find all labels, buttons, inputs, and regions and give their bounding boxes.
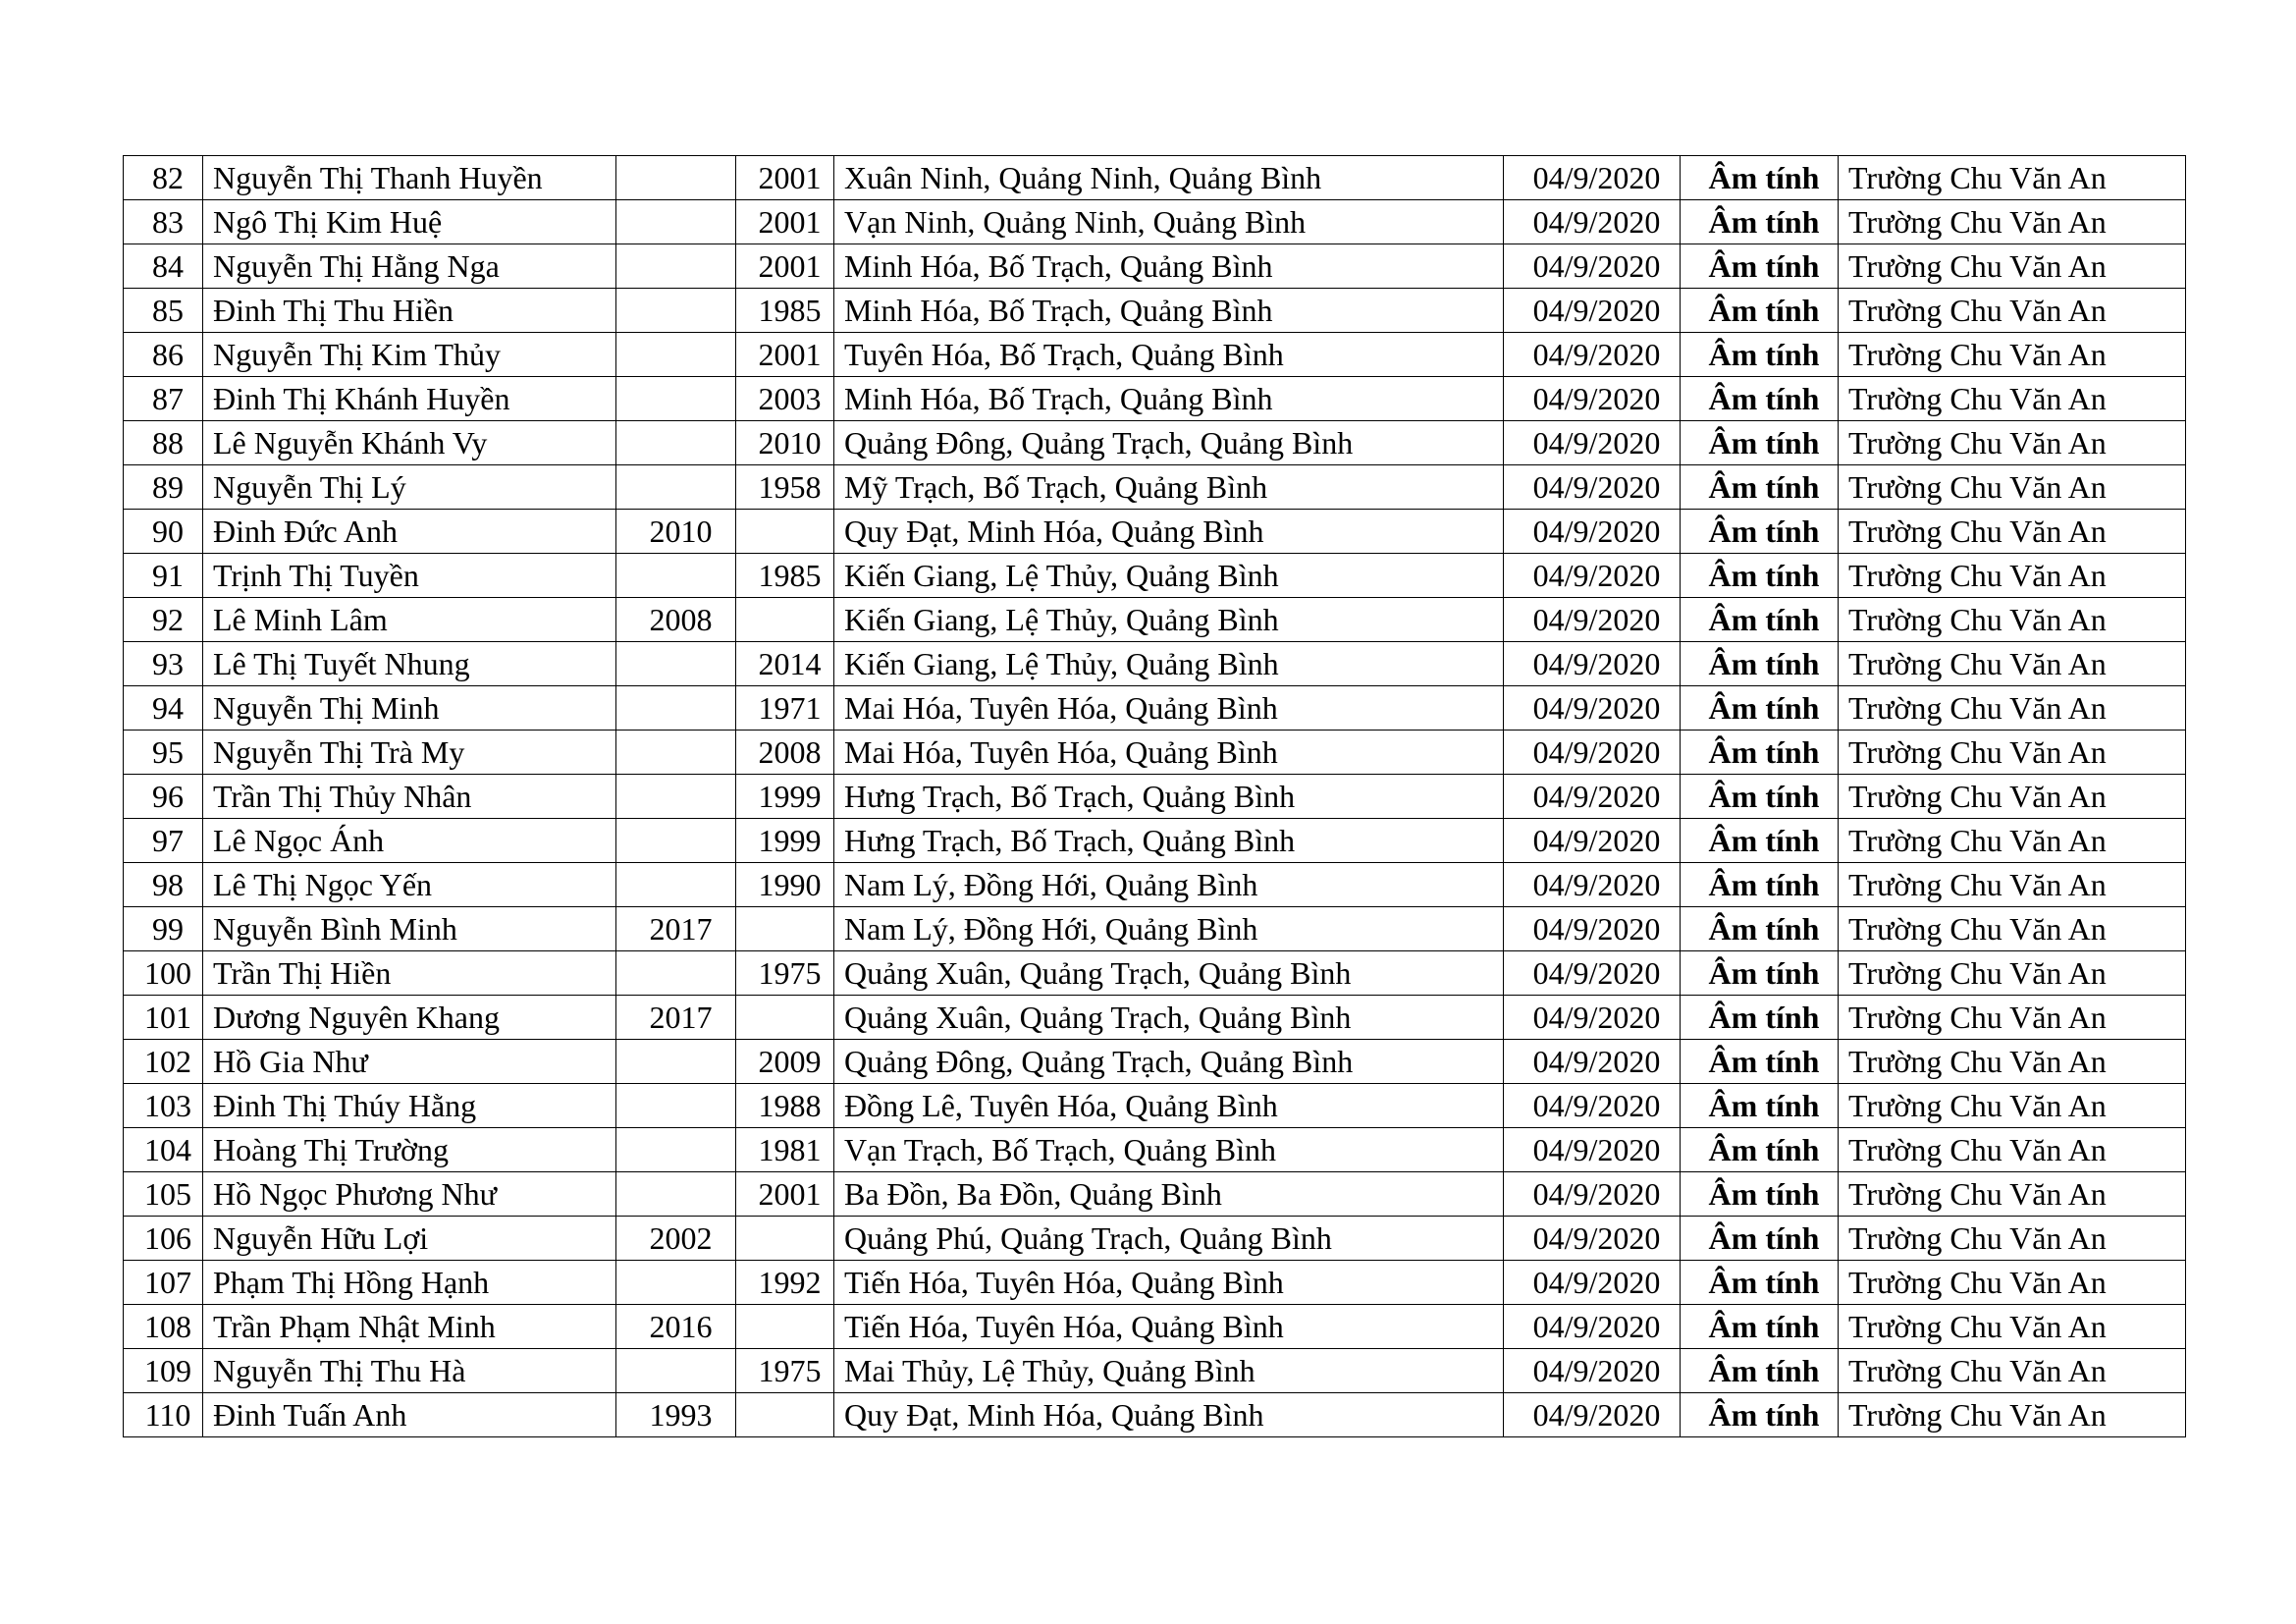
row-number-cell: 88: [124, 421, 203, 465]
table-row: [124, 1305, 2186, 1349]
test-location-cell: Trường Chu Văn An: [1839, 200, 2186, 244]
birth-year-male-cell: [616, 731, 736, 775]
test-location-cell: Trường Chu Văn An: [1839, 598, 2186, 642]
address-cell: Quảng Đông, Quảng Trạch, Quảng Bình: [834, 1040, 1504, 1084]
table-row: [124, 244, 2186, 289]
table-row: [124, 996, 2186, 1040]
table-row: [124, 1040, 2186, 1084]
test-result-cell: Âm tính: [1681, 1172, 1839, 1217]
birth-year-female-cell: [736, 510, 834, 554]
birth-year-female-cell: 2014: [736, 642, 834, 686]
test-date-cell: 04/9/2020: [1504, 1305, 1681, 1349]
table-row: [124, 200, 2186, 244]
test-result-cell: Âm tính: [1681, 819, 1839, 863]
test-location-cell: Trường Chu Văn An: [1839, 731, 2186, 775]
birth-year-male-cell: [616, 1172, 736, 1217]
birth-year-female-cell: 2009: [736, 1040, 834, 1084]
full-name-cell: Nguyễn Thị Minh: [203, 686, 616, 731]
test-location-cell: Trường Chu Văn An: [1839, 1261, 2186, 1305]
row-number-cell: 93: [124, 642, 203, 686]
address-cell: Mai Hóa, Tuyên Hóa, Quảng Bình: [834, 731, 1504, 775]
birth-year-female-cell: 2001: [736, 333, 834, 377]
address-cell: Kiến Giang, Lệ Thủy, Quảng Bình: [834, 642, 1504, 686]
birth-year-male-cell: 2010: [616, 510, 736, 554]
birth-year-female-cell: 1971: [736, 686, 834, 731]
address-cell: Minh Hóa, Bố Trạch, Quảng Bình: [834, 377, 1504, 421]
row-number-cell: 108: [124, 1305, 203, 1349]
birth-year-male-cell: 2017: [616, 996, 736, 1040]
full-name-cell: Hoàng Thị Trường: [203, 1128, 616, 1172]
row-number-cell: 99: [124, 907, 203, 951]
test-result-cell: Âm tính: [1681, 554, 1839, 598]
table-row: [124, 510, 2186, 554]
full-name-cell: Nguyễn Thị Thanh Huyền: [203, 156, 616, 200]
test-location-cell: Trường Chu Văn An: [1839, 863, 2186, 907]
test-result-cell: Âm tính: [1681, 775, 1839, 819]
full-name-cell: Nguyễn Thị Thu Hà: [203, 1349, 616, 1393]
birth-year-female-cell: 1985: [736, 289, 834, 333]
test-date-cell: 04/9/2020: [1504, 1393, 1681, 1437]
full-name-cell: Nguyễn Thị Lý: [203, 465, 616, 510]
test-location-cell: Trường Chu Văn An: [1839, 1349, 2186, 1393]
row-number-cell: 92: [124, 598, 203, 642]
test-location-cell: Trường Chu Văn An: [1839, 244, 2186, 289]
table-row: [124, 377, 2186, 421]
row-number-cell: 98: [124, 863, 203, 907]
full-name-cell: Lê Nguyễn Khánh Vy: [203, 421, 616, 465]
test-date-cell: 04/9/2020: [1504, 1084, 1681, 1128]
test-results-table: [123, 155, 2186, 1437]
full-name-cell: Lê Minh Lâm: [203, 598, 616, 642]
address-cell: Hưng Trạch, Bố Trạch, Quảng Bình: [834, 775, 1504, 819]
test-result-cell: Âm tính: [1681, 951, 1839, 996]
birth-year-female-cell: 2001: [736, 1172, 834, 1217]
birth-year-female-cell: 1958: [736, 465, 834, 510]
test-date-cell: 04/9/2020: [1504, 951, 1681, 996]
address-cell: Minh Hóa, Bố Trạch, Quảng Bình: [834, 289, 1504, 333]
row-number-cell: 89: [124, 465, 203, 510]
test-result-cell: Âm tính: [1681, 907, 1839, 951]
test-result-cell: Âm tính: [1681, 1261, 1839, 1305]
table-row: [124, 907, 2186, 951]
row-number-cell: 85: [124, 289, 203, 333]
address-cell: Tiến Hóa, Tuyên Hóa, Quảng Bình: [834, 1305, 1504, 1349]
birth-year-male-cell: [616, 377, 736, 421]
full-name-cell: Đinh Tuấn Anh: [203, 1393, 616, 1437]
test-result-cell: Âm tính: [1681, 996, 1839, 1040]
birth-year-male-cell: 2008: [616, 598, 736, 642]
birth-year-female-cell: 1990: [736, 863, 834, 907]
test-date-cell: 04/9/2020: [1504, 156, 1681, 200]
table-row: [124, 1084, 2186, 1128]
birth-year-male-cell: [616, 1040, 736, 1084]
birth-year-female-cell: 1985: [736, 554, 834, 598]
table-row: [124, 554, 2186, 598]
address-cell: Tiến Hóa, Tuyên Hóa, Quảng Bình: [834, 1261, 1504, 1305]
address-cell: Quy Đạt, Minh Hóa, Quảng Bình: [834, 1393, 1504, 1437]
birth-year-male-cell: [616, 1349, 736, 1393]
test-date-cell: 04/9/2020: [1504, 907, 1681, 951]
table-row: [124, 951, 2186, 996]
row-number-cell: 87: [124, 377, 203, 421]
row-number-cell: 107: [124, 1261, 203, 1305]
birth-year-male-cell: [616, 775, 736, 819]
test-location-cell: Trường Chu Văn An: [1839, 1217, 2186, 1261]
full-name-cell: Đinh Thị Thu Hiền: [203, 289, 616, 333]
test-result-cell: Âm tính: [1681, 333, 1839, 377]
test-date-cell: 04/9/2020: [1504, 996, 1681, 1040]
test-location-cell: Trường Chu Văn An: [1839, 421, 2186, 465]
row-number-cell: 84: [124, 244, 203, 289]
test-date-cell: 04/9/2020: [1504, 554, 1681, 598]
test-date-cell: 04/9/2020: [1504, 421, 1681, 465]
address-cell: Hưng Trạch, Bố Trạch, Quảng Bình: [834, 819, 1504, 863]
test-result-cell: Âm tính: [1681, 510, 1839, 554]
test-location-cell: Trường Chu Văn An: [1839, 1393, 2186, 1437]
test-date-cell: 04/9/2020: [1504, 686, 1681, 731]
test-location-cell: Trường Chu Văn An: [1839, 996, 2186, 1040]
table-row: [124, 289, 2186, 333]
address-cell: Nam Lý, Đồng Hới, Quảng Bình: [834, 863, 1504, 907]
birth-year-male-cell: [616, 333, 736, 377]
table-row: [124, 1172, 2186, 1217]
test-date-cell: 04/9/2020: [1504, 1128, 1681, 1172]
birth-year-male-cell: [616, 1084, 736, 1128]
table-row: [124, 863, 2186, 907]
birth-year-male-cell: [616, 863, 736, 907]
birth-year-female-cell: 1999: [736, 775, 834, 819]
address-cell: Đồng Lê, Tuyên Hóa, Quảng Bình: [834, 1084, 1504, 1128]
birth-year-male-cell: [616, 951, 736, 996]
table-row: [124, 731, 2186, 775]
full-name-cell: Nguyễn Thị Hằng Nga: [203, 244, 616, 289]
table-row: [124, 333, 2186, 377]
test-result-cell: Âm tính: [1681, 465, 1839, 510]
test-result-cell: Âm tính: [1681, 244, 1839, 289]
test-location-cell: Trường Chu Văn An: [1839, 554, 2186, 598]
birth-year-female-cell: 2001: [736, 200, 834, 244]
table-row: [124, 598, 2186, 642]
address-cell: Mai Thủy, Lệ Thủy, Quảng Bình: [834, 1349, 1504, 1393]
test-date-cell: 04/9/2020: [1504, 863, 1681, 907]
test-date-cell: 04/9/2020: [1504, 819, 1681, 863]
birth-year-male-cell: [616, 289, 736, 333]
full-name-cell: Trần Thị Hiền: [203, 951, 616, 996]
full-name-cell: Nguyễn Hữu Lợi: [203, 1217, 616, 1261]
test-result-cell: Âm tính: [1681, 1349, 1839, 1393]
test-location-cell: Trường Chu Văn An: [1839, 377, 2186, 421]
birth-year-female-cell: 1975: [736, 951, 834, 996]
test-date-cell: 04/9/2020: [1504, 1349, 1681, 1393]
full-name-cell: Lê Ngọc Ánh: [203, 819, 616, 863]
birth-year-male-cell: [616, 421, 736, 465]
address-cell: Quảng Đông, Quảng Trạch, Quảng Bình: [834, 421, 1504, 465]
address-cell: Mai Hóa, Tuyên Hóa, Quảng Bình: [834, 686, 1504, 731]
test-location-cell: Trường Chu Văn An: [1839, 1128, 2186, 1172]
row-number-cell: 83: [124, 200, 203, 244]
address-cell: Tuyên Hóa, Bố Trạch, Quảng Bình: [834, 333, 1504, 377]
full-name-cell: Nguyễn Thị Trà My: [203, 731, 616, 775]
address-cell: Kiến Giang, Lệ Thủy, Quảng Bình: [834, 598, 1504, 642]
row-number-cell: 95: [124, 731, 203, 775]
test-location-cell: Trường Chu Văn An: [1839, 289, 2186, 333]
table-body: [124, 156, 2186, 1437]
table-row: [124, 1393, 2186, 1437]
test-result-cell: Âm tính: [1681, 377, 1839, 421]
row-number-cell: 105: [124, 1172, 203, 1217]
birth-year-female-cell: [736, 1305, 834, 1349]
table-row: [124, 1217, 2186, 1261]
test-location-cell: Trường Chu Văn An: [1839, 1084, 2186, 1128]
birth-year-male-cell: [616, 1261, 736, 1305]
table-row: [124, 465, 2186, 510]
table-row: [124, 775, 2186, 819]
birth-year-male-cell: [616, 244, 736, 289]
address-cell: Kiến Giang, Lệ Thủy, Quảng Bình: [834, 554, 1504, 598]
full-name-cell: Trần Thị Thủy Nhân: [203, 775, 616, 819]
birth-year-female-cell: 1975: [736, 1349, 834, 1393]
test-date-cell: 04/9/2020: [1504, 731, 1681, 775]
birth-year-female-cell: 2001: [736, 156, 834, 200]
test-date-cell: 04/9/2020: [1504, 289, 1681, 333]
test-date-cell: 04/9/2020: [1504, 598, 1681, 642]
test-date-cell: 04/9/2020: [1504, 1172, 1681, 1217]
test-date-cell: 04/9/2020: [1504, 200, 1681, 244]
test-location-cell: Trường Chu Văn An: [1839, 642, 2186, 686]
test-result-cell: Âm tính: [1681, 642, 1839, 686]
birth-year-female-cell: 1999: [736, 819, 834, 863]
test-result-cell: Âm tính: [1681, 1084, 1839, 1128]
address-cell: Xuân Ninh, Quảng Ninh, Quảng Bình: [834, 156, 1504, 200]
table-row: [124, 819, 2186, 863]
test-date-cell: 04/9/2020: [1504, 244, 1681, 289]
table-row: [124, 1261, 2186, 1305]
full-name-cell: Nguyễn Thị Kim Thủy: [203, 333, 616, 377]
table-row: [124, 421, 2186, 465]
test-date-cell: 04/9/2020: [1504, 510, 1681, 554]
test-result-cell: Âm tính: [1681, 863, 1839, 907]
table-row: [124, 686, 2186, 731]
row-number-cell: 104: [124, 1128, 203, 1172]
address-cell: Quảng Xuân, Quảng Trạch, Quảng Bình: [834, 996, 1504, 1040]
full-name-cell: Hồ Gia Như: [203, 1040, 616, 1084]
full-name-cell: Ngô Thị Kim Huệ: [203, 200, 616, 244]
address-cell: Nam Lý, Đồng Hới, Quảng Bình: [834, 907, 1504, 951]
test-date-cell: 04/9/2020: [1504, 775, 1681, 819]
row-number-cell: 82: [124, 156, 203, 200]
test-date-cell: 04/9/2020: [1504, 377, 1681, 421]
birth-year-female-cell: 2008: [736, 731, 834, 775]
full-name-cell: Hồ Ngọc Phương Như: [203, 1172, 616, 1217]
full-name-cell: Trịnh Thị Tuyền: [203, 554, 616, 598]
row-number-cell: 90: [124, 510, 203, 554]
birth-year-male-cell: 1993: [616, 1393, 736, 1437]
row-number-cell: 101: [124, 996, 203, 1040]
address-cell: Quy Đạt, Minh Hóa, Quảng Bình: [834, 510, 1504, 554]
test-date-cell: 04/9/2020: [1504, 1261, 1681, 1305]
test-result-cell: Âm tính: [1681, 731, 1839, 775]
birth-year-female-cell: [736, 907, 834, 951]
address-cell: Quảng Phú, Quảng Trạch, Quảng Bình: [834, 1217, 1504, 1261]
birth-year-female-cell: 2010: [736, 421, 834, 465]
birth-year-female-cell: [736, 1217, 834, 1261]
address-cell: Mỹ Trạch, Bố Trạch, Quảng Bình: [834, 465, 1504, 510]
row-number-cell: 106: [124, 1217, 203, 1261]
row-number-cell: 100: [124, 951, 203, 996]
test-location-cell: Trường Chu Văn An: [1839, 156, 2186, 200]
birth-year-male-cell: [616, 642, 736, 686]
birth-year-male-cell: [616, 1128, 736, 1172]
birth-year-female-cell: 1992: [736, 1261, 834, 1305]
address-cell: Quảng Xuân, Quảng Trạch, Quảng Bình: [834, 951, 1504, 996]
address-cell: Vạn Ninh, Quảng Ninh, Quảng Bình: [834, 200, 1504, 244]
birth-year-female-cell: 1981: [736, 1128, 834, 1172]
test-location-cell: Trường Chu Văn An: [1839, 333, 2186, 377]
birth-year-male-cell: [616, 554, 736, 598]
full-name-cell: Đinh Thị Khánh Huyền: [203, 377, 616, 421]
birth-year-female-cell: 2001: [736, 244, 834, 289]
full-name-cell: Lê Thị Tuyết Nhung: [203, 642, 616, 686]
row-number-cell: 103: [124, 1084, 203, 1128]
test-date-cell: 04/9/2020: [1504, 642, 1681, 686]
test-result-cell: Âm tính: [1681, 598, 1839, 642]
birth-year-male-cell: 2017: [616, 907, 736, 951]
test-result-cell: Âm tính: [1681, 1128, 1839, 1172]
test-location-cell: Trường Chu Văn An: [1839, 907, 2186, 951]
row-number-cell: 91: [124, 554, 203, 598]
test-date-cell: 04/9/2020: [1504, 465, 1681, 510]
test-result-cell: Âm tính: [1681, 289, 1839, 333]
birth-year-male-cell: 2016: [616, 1305, 736, 1349]
birth-year-male-cell: 2002: [616, 1217, 736, 1261]
full-name-cell: Dương Nguyên Khang: [203, 996, 616, 1040]
birth-year-male-cell: [616, 819, 736, 863]
test-date-cell: 04/9/2020: [1504, 1040, 1681, 1084]
test-location-cell: Trường Chu Văn An: [1839, 465, 2186, 510]
test-location-cell: Trường Chu Văn An: [1839, 1040, 2186, 1084]
test-result-cell: Âm tính: [1681, 1040, 1839, 1084]
test-location-cell: Trường Chu Văn An: [1839, 951, 2186, 996]
test-result-cell: Âm tính: [1681, 686, 1839, 731]
test-result-cell: Âm tính: [1681, 1393, 1839, 1437]
full-name-cell: Lê Thị Ngọc Yến: [203, 863, 616, 907]
address-cell: Ba Đồn, Ba Đồn, Quảng Bình: [834, 1172, 1504, 1217]
full-name-cell: Đinh Thị Thúy Hằng: [203, 1084, 616, 1128]
test-location-cell: Trường Chu Văn An: [1839, 1172, 2186, 1217]
address-cell: Vạn Trạch, Bố Trạch, Quảng Bình: [834, 1128, 1504, 1172]
test-result-cell: Âm tính: [1681, 1305, 1839, 1349]
test-location-cell: Trường Chu Văn An: [1839, 819, 2186, 863]
address-cell: Minh Hóa, Bố Trạch, Quảng Bình: [834, 244, 1504, 289]
row-number-cell: 86: [124, 333, 203, 377]
table-row: [124, 156, 2186, 200]
birth-year-male-cell: [616, 156, 736, 200]
birth-year-female-cell: 2003: [736, 377, 834, 421]
birth-year-male-cell: [616, 465, 736, 510]
birth-year-female-cell: [736, 1393, 834, 1437]
test-result-cell: Âm tính: [1681, 1217, 1839, 1261]
full-name-cell: Nguyễn Bình Minh: [203, 907, 616, 951]
test-result-cell: Âm tính: [1681, 200, 1839, 244]
birth-year-female-cell: 1988: [736, 1084, 834, 1128]
test-location-cell: Trường Chu Văn An: [1839, 775, 2186, 819]
birth-year-male-cell: [616, 686, 736, 731]
full-name-cell: Phạm Thị Hồng Hạnh: [203, 1261, 616, 1305]
row-number-cell: 96: [124, 775, 203, 819]
birth-year-female-cell: [736, 996, 834, 1040]
test-location-cell: Trường Chu Văn An: [1839, 1305, 2186, 1349]
birth-year-female-cell: [736, 598, 834, 642]
full-name-cell: Đinh Đức Anh: [203, 510, 616, 554]
test-location-cell: Trường Chu Văn An: [1839, 510, 2186, 554]
test-result-cell: Âm tính: [1681, 421, 1839, 465]
table-row: [124, 642, 2186, 686]
test-location-cell: Trường Chu Văn An: [1839, 686, 2186, 731]
full-name-cell: Trần Phạm Nhật Minh: [203, 1305, 616, 1349]
table-row: [124, 1128, 2186, 1172]
row-number-cell: 94: [124, 686, 203, 731]
row-number-cell: 102: [124, 1040, 203, 1084]
test-date-cell: 04/9/2020: [1504, 1217, 1681, 1261]
row-number-cell: 109: [124, 1349, 203, 1393]
test-result-cell: Âm tính: [1681, 156, 1839, 200]
test-date-cell: 04/9/2020: [1504, 333, 1681, 377]
table-row: [124, 1349, 2186, 1393]
row-number-cell: 110: [124, 1393, 203, 1437]
birth-year-male-cell: [616, 200, 736, 244]
row-number-cell: 97: [124, 819, 203, 863]
